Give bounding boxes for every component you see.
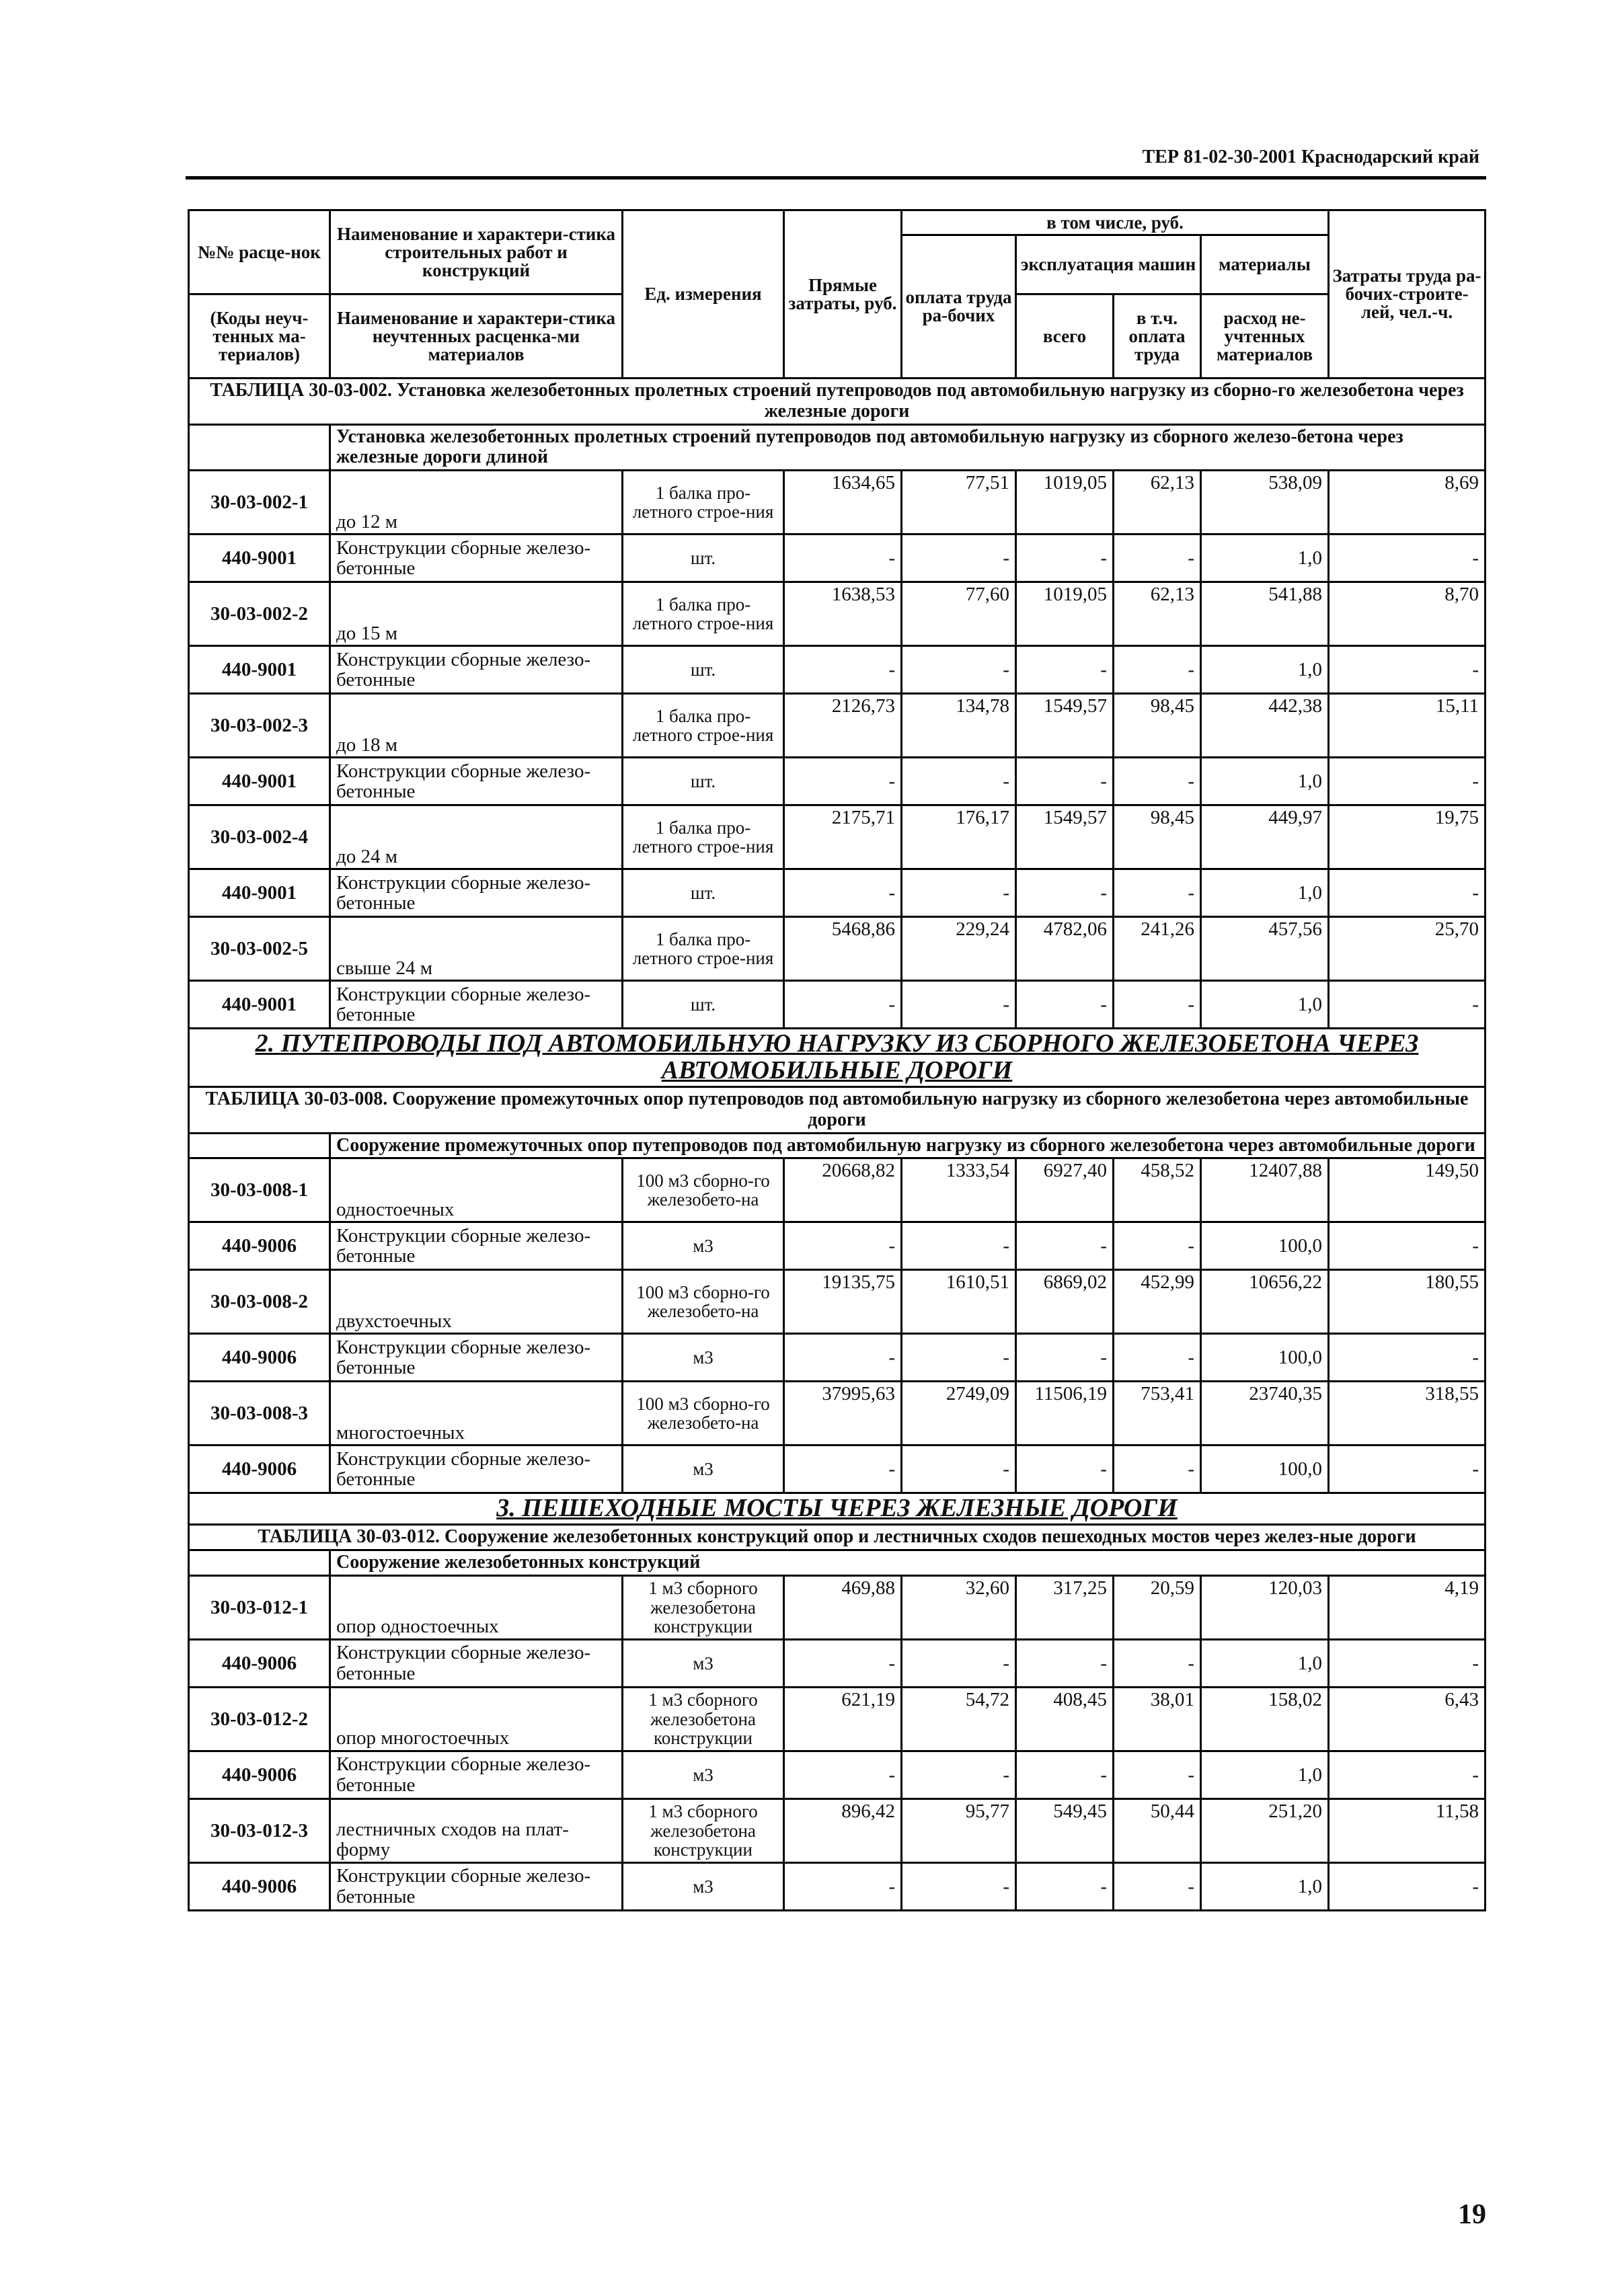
table-title-row bbox=[189, 1525, 1486, 1550]
material-mach: - bbox=[1016, 1639, 1114, 1687]
rate-mat: 158,02 bbox=[1201, 1687, 1329, 1751]
material-name: Конструкции сборные железо-бетонные bbox=[330, 869, 623, 917]
table-header bbox=[189, 210, 1486, 379]
material-direct: - bbox=[784, 1334, 902, 1382]
material-row bbox=[189, 1862, 1486, 1910]
rate-labor: 19,75 bbox=[1329, 805, 1486, 869]
header-name-sub: Наименование и характери-стика неучтенных расценка-ми материалов bbox=[330, 294, 623, 379]
material-name: Конструкции сборные железо-бетонные bbox=[330, 1751, 623, 1798]
material-mat: 1,0 bbox=[1201, 1751, 1329, 1798]
header-code-sub: (Коды неуч-тенных ма-териалов) bbox=[189, 294, 330, 379]
material-code: 440-9006 bbox=[189, 1862, 330, 1910]
rate-code: 30-03-002-3 bbox=[189, 694, 330, 758]
rate-mat: 10656,22 bbox=[1201, 1270, 1329, 1334]
header-including: в том числе, руб. bbox=[902, 210, 1329, 235]
material-mach: - bbox=[1016, 1222, 1114, 1270]
header-machines-wage: в т.ч. оплата труда bbox=[1114, 294, 1201, 379]
rate-name: до 24 м bbox=[330, 805, 623, 869]
material-row bbox=[189, 1446, 1486, 1493]
material-mat: 1,0 bbox=[1201, 535, 1329, 582]
material-code: 440-9001 bbox=[189, 535, 330, 582]
material-mach: - bbox=[1016, 981, 1114, 1029]
rate-unit: 1 балка про-летного строе-ния bbox=[623, 582, 784, 646]
material-wage: - bbox=[902, 535, 1016, 582]
rate-wage: 77,60 bbox=[902, 582, 1016, 646]
rate-mach: 1019,05 bbox=[1016, 582, 1114, 646]
material-wage: - bbox=[902, 1751, 1016, 1798]
rate-mach: 6927,40 bbox=[1016, 1158, 1114, 1222]
material-labor: - bbox=[1329, 1751, 1486, 1798]
material-mat: 1,0 bbox=[1201, 758, 1329, 805]
material-unit: м3 bbox=[623, 1751, 784, 1798]
table-label: ТАБЛИЦА 30-03-002. bbox=[210, 380, 392, 401]
rates-table bbox=[188, 209, 1486, 1911]
group-title: Сооружение промежуточных опор путепроводов под автомобильную нагрузку из сборного железобетона через автомобильные дороги bbox=[330, 1133, 1486, 1158]
material-direct: - bbox=[784, 646, 902, 694]
rate-mat: 12407,88 bbox=[1201, 1158, 1329, 1222]
rate-wage: 54,72 bbox=[902, 1687, 1016, 1751]
rate-row bbox=[189, 694, 1486, 758]
material-mach: - bbox=[1016, 1446, 1114, 1493]
section-heading: 3. ПЕШЕХОДНЫЕ МОСТЫ ЧЕРЕЗ ЖЕЛЕЗНЫЕ ДОРОГИ bbox=[189, 1493, 1486, 1525]
rate-mach_wage: 38,01 bbox=[1114, 1687, 1201, 1751]
material-row bbox=[189, 981, 1486, 1029]
material-unit: шт. bbox=[623, 981, 784, 1029]
material-mat: 1,0 bbox=[1201, 1639, 1329, 1687]
header-machines: эксплуатация машин bbox=[1016, 235, 1201, 294]
rate-unit: 1 балка про-летного строе-ния bbox=[623, 805, 784, 869]
material-code: 440-9006 bbox=[189, 1639, 330, 1687]
rate-mach: 1549,57 bbox=[1016, 694, 1114, 758]
rate-code: 30-03-002-2 bbox=[189, 582, 330, 646]
material-row bbox=[189, 646, 1486, 694]
rate-direct: 19135,75 bbox=[784, 1270, 902, 1334]
material-code: 440-9001 bbox=[189, 646, 330, 694]
group-spacer bbox=[189, 424, 330, 471]
table-label: ТАБЛИЦА 30-03-012. bbox=[258, 1526, 440, 1548]
material-mat: 100,0 bbox=[1201, 1334, 1329, 1382]
rate-unit: 1 балка про-летного строе-ния bbox=[623, 917, 784, 981]
material-name: Конструкции сборные железо-бетонные bbox=[330, 981, 623, 1029]
rate-mach_wage: 98,45 bbox=[1114, 805, 1201, 869]
material-mach_wage: - bbox=[1114, 1222, 1201, 1270]
table-label: ТАБЛИЦА 30-03-008. bbox=[205, 1088, 388, 1109]
rate-code: 30-03-012-2 bbox=[189, 1687, 330, 1751]
material-name: Конструкции сборные железо-бетонные bbox=[330, 1222, 623, 1270]
rate-wage: 1333,54 bbox=[902, 1158, 1016, 1222]
rate-code: 30-03-008-3 bbox=[189, 1382, 330, 1446]
material-mach_wage: - bbox=[1114, 758, 1201, 805]
rate-mach_wage: 452,99 bbox=[1114, 1270, 1201, 1334]
material-name: Конструкции сборные железо-бетонные bbox=[330, 1334, 623, 1382]
rate-name: многостоечных bbox=[330, 1382, 623, 1446]
rate-labor: 6,43 bbox=[1329, 1687, 1486, 1751]
material-name: Конструкции сборные железо-бетонные bbox=[330, 646, 623, 694]
rate-code: 30-03-008-2 bbox=[189, 1270, 330, 1334]
material-name: Конструкции сборные железо-бетонные bbox=[330, 1446, 623, 1493]
material-code: 440-9006 bbox=[189, 1446, 330, 1493]
rate-unit: 100 м3 сборно-го железобето-на bbox=[623, 1270, 784, 1334]
header-name: Наименование и характери-стика строительных работ и конструкций bbox=[330, 210, 623, 294]
material-labor: - bbox=[1329, 1446, 1486, 1493]
material-row bbox=[189, 1334, 1486, 1382]
document-header: ТЕР 81-02-30-2001 Краснодарский край bbox=[1142, 147, 1479, 167]
rate-name: опор одностоечных bbox=[330, 1575, 623, 1639]
section-heading-row bbox=[189, 1029, 1486, 1087]
material-unit: м3 bbox=[623, 1639, 784, 1687]
rate-unit: 1 балка про-летного строе-ния bbox=[623, 471, 784, 535]
rate-unit: 1 м3 сборного железобетона конструкции bbox=[623, 1687, 784, 1751]
rate-name: до 12 м bbox=[330, 471, 623, 535]
material-wage: - bbox=[902, 1639, 1016, 1687]
rate-mach_wage: 241,26 bbox=[1114, 917, 1201, 981]
material-code: 440-9006 bbox=[189, 1334, 330, 1382]
rate-direct: 1638,53 bbox=[784, 582, 902, 646]
section-heading: 2. ПУТЕПРОВОДЫ ПОД АВТОМОБИЛЬНУЮ НАГРУЗКУ ИЗ СБОРНОГО ЖЕЛЕЗОБЕТОНА ЧЕРЕЗ АВТОМОБИЛЬНЫЕ ДОРОГИ bbox=[189, 1029, 1486, 1087]
material-wage: - bbox=[902, 981, 1016, 1029]
group-spacer bbox=[189, 1133, 330, 1158]
material-labor: - bbox=[1329, 869, 1486, 917]
rate-mat: 457,56 bbox=[1201, 917, 1329, 981]
material-mat: 100,0 bbox=[1201, 1222, 1329, 1270]
rate-mat: 251,20 bbox=[1201, 1798, 1329, 1862]
material-wage: - bbox=[902, 1334, 1016, 1382]
rate-mat: 538,09 bbox=[1201, 471, 1329, 535]
table-title bbox=[189, 1086, 1486, 1133]
material-mach_wage: - bbox=[1114, 535, 1201, 582]
rate-mat: 120,03 bbox=[1201, 1575, 1329, 1639]
material-mach: - bbox=[1016, 869, 1114, 917]
rate-mach: 1019,05 bbox=[1016, 471, 1114, 535]
material-unit: м3 bbox=[623, 1222, 784, 1270]
material-unit: м3 bbox=[623, 1862, 784, 1910]
rate-wage: 2749,09 bbox=[902, 1382, 1016, 1446]
rate-code: 30-03-012-3 bbox=[189, 1798, 330, 1862]
table-body bbox=[189, 379, 1486, 1911]
rate-unit: 1 балка про-летного строе-ния bbox=[623, 694, 784, 758]
material-labor: - bbox=[1329, 1639, 1486, 1687]
material-name: Конструкции сборные железо-бетонные bbox=[330, 758, 623, 805]
rate-direct: 20668,82 bbox=[784, 1158, 902, 1222]
material-mach_wage: - bbox=[1114, 646, 1201, 694]
material-mach_wage: - bbox=[1114, 1751, 1201, 1798]
material-mach: - bbox=[1016, 758, 1114, 805]
page-number: 19 bbox=[1458, 2199, 1486, 2230]
rate-labor: 180,55 bbox=[1329, 1270, 1486, 1334]
header-unit: Ед. измерения bbox=[623, 210, 784, 379]
material-mat: 100,0 bbox=[1201, 1446, 1329, 1493]
material-wage: - bbox=[902, 869, 1016, 917]
material-labor: - bbox=[1329, 646, 1486, 694]
material-mach_wage: - bbox=[1114, 1446, 1201, 1493]
material-direct: - bbox=[784, 981, 902, 1029]
rate-wage: 95,77 bbox=[902, 1798, 1016, 1862]
rate-mach_wage: 62,13 bbox=[1114, 582, 1201, 646]
rate-name: до 18 м bbox=[330, 694, 623, 758]
material-row bbox=[189, 1639, 1486, 1687]
rate-mach: 317,25 bbox=[1016, 1575, 1114, 1639]
rate-direct: 1634,65 bbox=[784, 471, 902, 535]
material-mach_wage: - bbox=[1114, 1639, 1201, 1687]
rate-code: 30-03-002-1 bbox=[189, 471, 330, 535]
rate-name: одностоечных bbox=[330, 1158, 623, 1222]
rate-mach: 11506,19 bbox=[1016, 1382, 1114, 1446]
rate-mach: 549,45 bbox=[1016, 1798, 1114, 1862]
rate-direct: 621,19 bbox=[784, 1687, 902, 1751]
table-title bbox=[189, 1525, 1486, 1550]
rate-direct: 469,88 bbox=[784, 1575, 902, 1639]
table-caption: Установка железобетонных пролетных строений путепроводов под автомобильную нагрузку из сборно-го железобетона через железные дороги bbox=[396, 380, 1464, 422]
group-title: Сооружение железобетонных конструкций bbox=[330, 1550, 1486, 1576]
material-labor: - bbox=[1329, 1334, 1486, 1382]
material-mach: - bbox=[1016, 535, 1114, 582]
material-wage: - bbox=[902, 758, 1016, 805]
rate-row bbox=[189, 1687, 1486, 1751]
rate-row bbox=[189, 917, 1486, 981]
rate-mach_wage: 98,45 bbox=[1114, 694, 1201, 758]
table-caption: Сооружение промежуточных опор путепроводов под автомобильную нагрузку из сборного железобетона через автомобильные дороги bbox=[392, 1088, 1469, 1130]
rate-mat: 23740,35 bbox=[1201, 1382, 1329, 1446]
rate-mat: 449,97 bbox=[1201, 805, 1329, 869]
material-unit: шт. bbox=[623, 758, 784, 805]
rate-name: свыше 24 м bbox=[330, 917, 623, 981]
material-mach_wage: - bbox=[1114, 981, 1201, 1029]
material-direct: - bbox=[784, 535, 902, 582]
material-direct: - bbox=[784, 1862, 902, 1910]
rate-code: 30-03-012-1 bbox=[189, 1575, 330, 1639]
header-labor: Затраты труда ра-бочих-строите-лей, чел.-ч. bbox=[1329, 210, 1486, 379]
material-mat: 1,0 bbox=[1201, 646, 1329, 694]
rate-labor: 11,58 bbox=[1329, 1798, 1486, 1862]
rate-row bbox=[189, 1158, 1486, 1222]
material-labor: - bbox=[1329, 535, 1486, 582]
material-code: 440-9001 bbox=[189, 981, 330, 1029]
header-wage: оплата труда ра-бочих bbox=[902, 235, 1016, 379]
rate-direct: 37995,63 bbox=[784, 1382, 902, 1446]
rate-direct: 2126,73 bbox=[784, 694, 902, 758]
header-materials: материалы bbox=[1201, 235, 1329, 294]
rate-row bbox=[189, 1575, 1486, 1639]
rate-direct: 896,42 bbox=[784, 1798, 902, 1862]
rate-row bbox=[189, 1798, 1486, 1862]
table-caption: Сооружение железобетонных конструкций опор и лестничных сходов пешеходных мостов через желез-ные дороги bbox=[445, 1526, 1416, 1548]
material-labor: - bbox=[1329, 1862, 1486, 1910]
material-row bbox=[189, 535, 1486, 582]
material-code: 440-9001 bbox=[189, 758, 330, 805]
material-direct: - bbox=[784, 1751, 902, 1798]
material-mat: 1,0 bbox=[1201, 869, 1329, 917]
material-unit: шт. bbox=[623, 535, 784, 582]
material-direct: - bbox=[784, 1222, 902, 1270]
material-mach_wage: - bbox=[1114, 1334, 1201, 1382]
rate-labor: 4,19 bbox=[1329, 1575, 1486, 1639]
rate-labor: 149,50 bbox=[1329, 1158, 1486, 1222]
header-code: №№ расце-нок bbox=[189, 210, 330, 294]
material-wage: - bbox=[902, 1222, 1016, 1270]
material-mach: - bbox=[1016, 646, 1114, 694]
material-name: Конструкции сборные железо-бетонные bbox=[330, 1639, 623, 1687]
section-heading-row bbox=[189, 1493, 1486, 1525]
material-name: Конструкции сборные железо-бетонные bbox=[330, 1862, 623, 1910]
table-title bbox=[189, 379, 1486, 425]
material-mach_wage: - bbox=[1114, 869, 1201, 917]
material-mat: 1,0 bbox=[1201, 1862, 1329, 1910]
rate-direct: 2175,71 bbox=[784, 805, 902, 869]
rate-mach: 4782,06 bbox=[1016, 917, 1114, 981]
header-direct-costs: Прямые затраты, руб. bbox=[784, 210, 902, 379]
header-machines-total: всего bbox=[1016, 294, 1114, 379]
material-direct: - bbox=[784, 1446, 902, 1493]
rate-unit: 100 м3 сборно-го железобето-на bbox=[623, 1382, 784, 1446]
rate-mach_wage: 50,44 bbox=[1114, 1798, 1201, 1862]
rate-direct: 5468,86 bbox=[784, 917, 902, 981]
material-unit: шт. bbox=[623, 646, 784, 694]
rate-row bbox=[189, 1270, 1486, 1334]
rate-labor: 318,55 bbox=[1329, 1382, 1486, 1446]
rate-row bbox=[189, 1382, 1486, 1446]
rate-labor: 8,70 bbox=[1329, 582, 1486, 646]
rate-name: двухстоечных bbox=[330, 1270, 623, 1334]
table-title-row bbox=[189, 1086, 1486, 1133]
rate-unit: 1 м3 сборного железобетона конструкции bbox=[623, 1575, 784, 1639]
rate-mach_wage: 62,13 bbox=[1114, 471, 1201, 535]
rate-mach: 1549,57 bbox=[1016, 805, 1114, 869]
material-code: 440-9001 bbox=[189, 869, 330, 917]
material-direct: - bbox=[784, 758, 902, 805]
group-spacer bbox=[189, 1550, 330, 1576]
material-code: 440-9006 bbox=[189, 1751, 330, 1798]
rate-name: лестничных сходов на плат-форму bbox=[330, 1798, 623, 1862]
material-labor: - bbox=[1329, 758, 1486, 805]
material-unit: м3 bbox=[623, 1334, 784, 1382]
rate-mach_wage: 753,41 bbox=[1114, 1382, 1201, 1446]
rate-row bbox=[189, 471, 1486, 535]
material-wage: - bbox=[902, 646, 1016, 694]
rate-unit: 1 м3 сборного железобетона конструкции bbox=[623, 1798, 784, 1862]
material-unit: м3 bbox=[623, 1446, 784, 1493]
rate-row bbox=[189, 582, 1486, 646]
material-row bbox=[189, 1751, 1486, 1798]
material-name: Конструкции сборные железо-бетонные bbox=[330, 535, 623, 582]
material-mach: - bbox=[1016, 1862, 1114, 1910]
material-mach_wage: - bbox=[1114, 1862, 1201, 1910]
material-labor: - bbox=[1329, 1222, 1486, 1270]
rate-name: до 15 м bbox=[330, 582, 623, 646]
material-code: 440-9006 bbox=[189, 1222, 330, 1270]
rate-code: 30-03-002-4 bbox=[189, 805, 330, 869]
header-rule bbox=[186, 176, 1486, 180]
rate-mach_wage: 458,52 bbox=[1114, 1158, 1201, 1222]
material-wage: - bbox=[902, 1862, 1016, 1910]
material-direct: - bbox=[784, 1639, 902, 1687]
group-title: Установка железобетонных пролетных строений путепроводов под автомобильную нагрузку из сборного железо-бетона через железные дороги длиной bbox=[330, 424, 1486, 471]
rate-mach: 408,45 bbox=[1016, 1687, 1114, 1751]
header-materials-sub: расход не-учтенных материалов bbox=[1201, 294, 1329, 379]
rate-name: опор многостоечных bbox=[330, 1687, 623, 1751]
rate-wage: 176,17 bbox=[902, 805, 1016, 869]
rate-mat: 442,38 bbox=[1201, 694, 1329, 758]
rate-labor: 15,11 bbox=[1329, 694, 1486, 758]
rate-wage: 229,24 bbox=[902, 917, 1016, 981]
rate-row bbox=[189, 805, 1486, 869]
material-row bbox=[189, 758, 1486, 805]
rate-wage: 32,60 bbox=[902, 1575, 1016, 1639]
material-mat: 1,0 bbox=[1201, 981, 1329, 1029]
material-row bbox=[189, 869, 1486, 917]
rate-unit: 100 м3 сборно-го железобето-на bbox=[623, 1158, 784, 1222]
material-mach: - bbox=[1016, 1751, 1114, 1798]
material-unit: шт. bbox=[623, 869, 784, 917]
table-title-row bbox=[189, 379, 1486, 425]
rate-code: 30-03-002-5 bbox=[189, 917, 330, 981]
rate-mach: 6869,02 bbox=[1016, 1270, 1114, 1334]
rate-labor: 25,70 bbox=[1329, 917, 1486, 981]
rate-wage: 77,51 bbox=[902, 471, 1016, 535]
material-wage: - bbox=[902, 1446, 1016, 1493]
rate-code: 30-03-008-1 bbox=[189, 1158, 330, 1222]
rate-mat: 541,88 bbox=[1201, 582, 1329, 646]
material-direct: - bbox=[784, 869, 902, 917]
group-row bbox=[189, 1133, 1486, 1158]
material-row bbox=[189, 1222, 1486, 1270]
rate-wage: 1610,51 bbox=[902, 1270, 1016, 1334]
group-row bbox=[189, 1550, 1486, 1576]
rate-wage: 134,78 bbox=[902, 694, 1016, 758]
material-mach: - bbox=[1016, 1334, 1114, 1382]
group-row bbox=[189, 424, 1486, 471]
material-labor: - bbox=[1329, 981, 1486, 1029]
rate-mach_wage: 20,59 bbox=[1114, 1575, 1201, 1639]
rate-labor: 8,69 bbox=[1329, 471, 1486, 535]
